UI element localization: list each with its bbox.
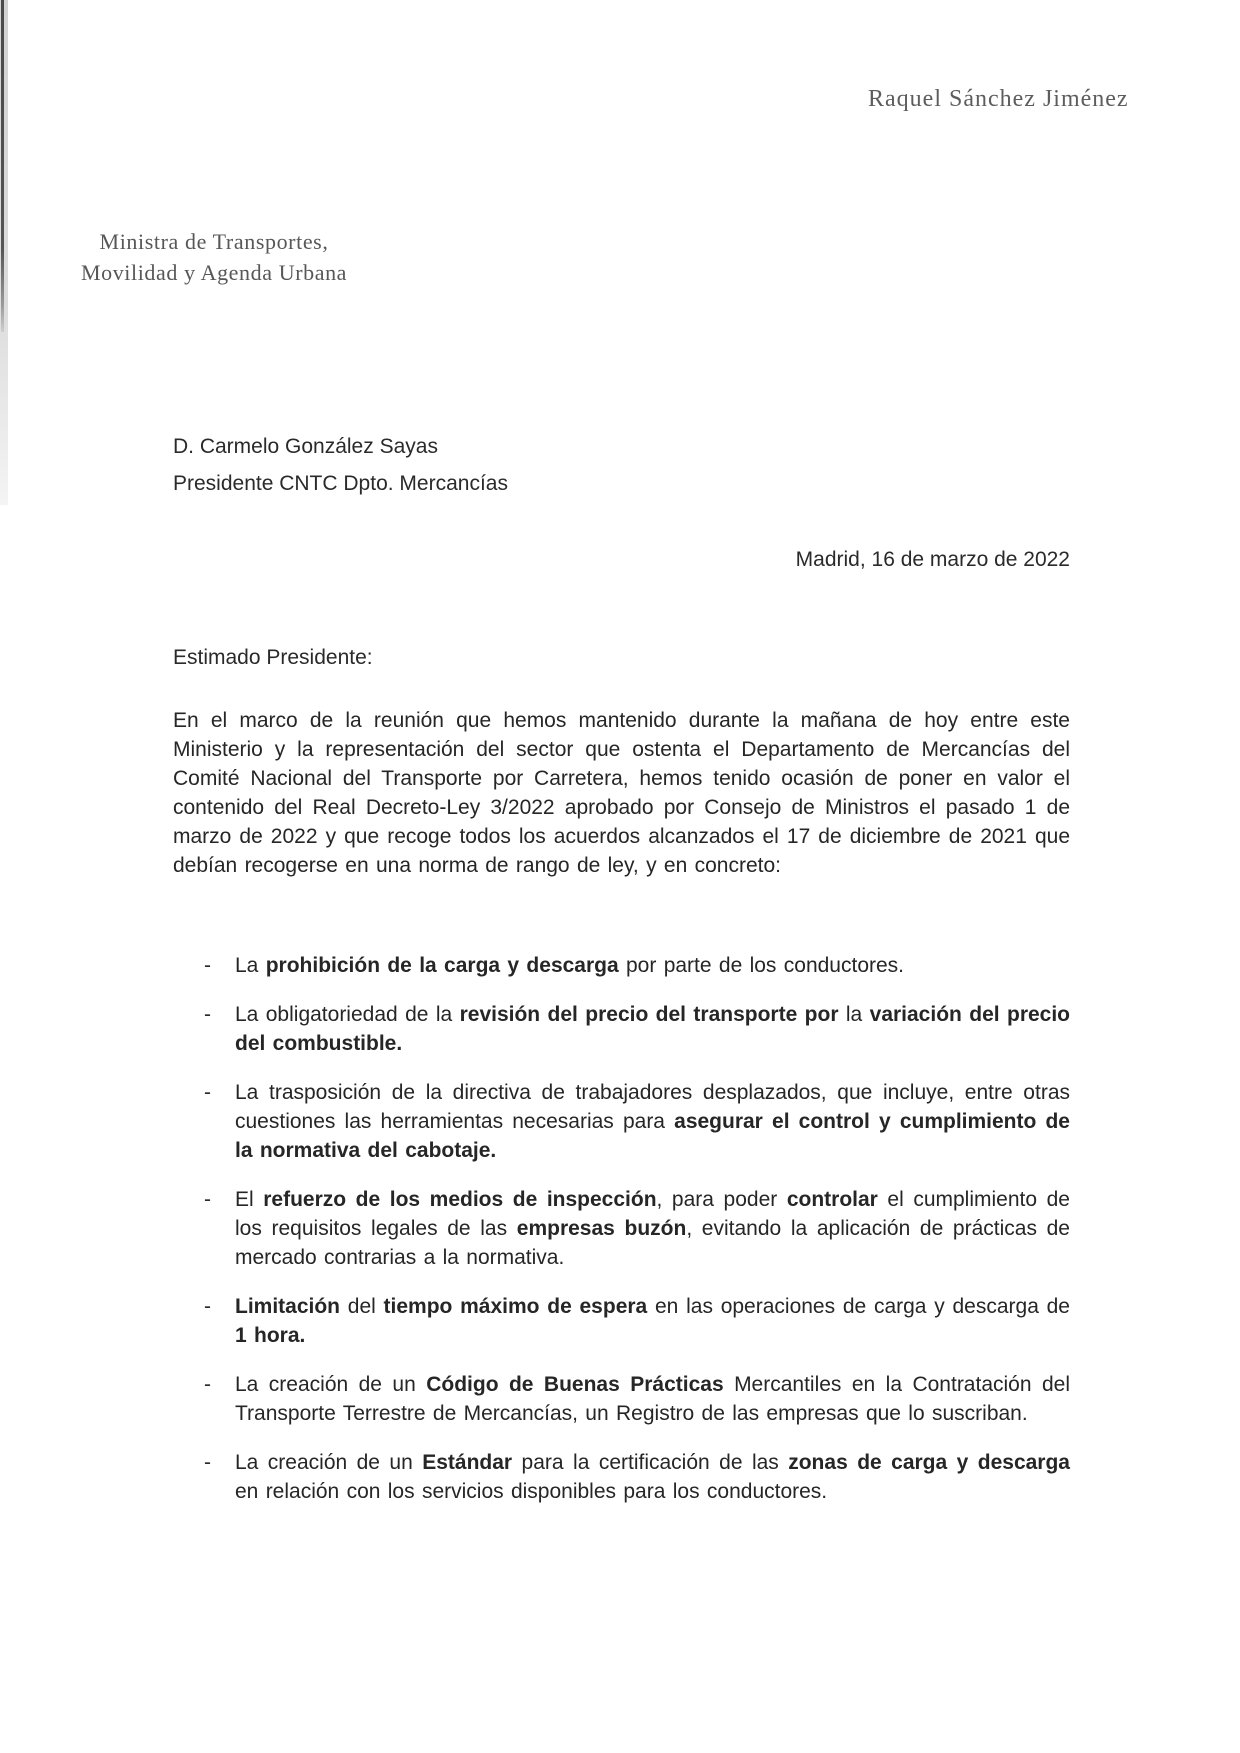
letterhead-signatory-name: Raquel Sánchez Jiménez — [868, 86, 1129, 112]
bullet-item-3 — [173, 1078, 1070, 1165]
scan-edge-line — [1, 0, 4, 332]
letterhead-office — [58, 226, 370, 288]
bullet-item-1 — [173, 951, 1070, 980]
bullet-text-5: Limitación del tiempo máximo de espera en las operaciones de carga y descarga de 1 hora. — [235, 1295, 1070, 1347]
bullet-dash: - — [204, 1081, 211, 1104]
bullet-text-6: La creación de un Código de Buenas Prácticas Mercantiles en la Contratación del Transporte Terrestre de Mercancías, un Registro de las empresas que lo suscriban. — [235, 1373, 1070, 1425]
bullet-dash: - — [204, 1295, 211, 1318]
bullet-dash: - — [204, 1451, 211, 1474]
recipient-block — [173, 428, 508, 502]
bullet-dash: - — [204, 1373, 211, 1396]
bullet-list — [173, 951, 1070, 1526]
bullet-text-2: La obligatoriedad de la revisión del precio del transporte por la variación del precio del combustible. — [235, 1003, 1071, 1055]
bullet-dash: - — [204, 1188, 211, 1211]
bullet-text-7: La creación de un Estándar para la certificación de las zonas de carga y descarga en relación con los servicios disponibles para los conductores. — [235, 1451, 1070, 1503]
bullet-text-3: La trasposición de la directiva de trabajadores desplazados, que incluye, entre otras cuestiones las herramientas necesarias para asegurar el control y cumplimiento de la normativa del cabotaje. — [235, 1081, 1070, 1162]
bullet-item-5 — [173, 1292, 1070, 1350]
bullet-item-2 — [173, 1000, 1070, 1058]
recipient-title: Presidente CNTC Dpto. Mercancías — [173, 472, 508, 495]
letterhead-office-line2: Movilidad y Agenda Urbana — [80, 260, 348, 285]
bullet-item-6 — [173, 1370, 1070, 1428]
bullet-text-1: La prohibición de la carga y descarga por parte de los conductores. — [235, 954, 905, 977]
dateline: Madrid, 16 de marzo de 2022 — [795, 548, 1070, 571]
recipient-name: D. Carmelo González Sayas — [173, 435, 438, 458]
scan-edge-artifact — [0, 0, 8, 505]
bullet-dash: - — [204, 954, 211, 977]
bullet-item-4 — [173, 1185, 1070, 1272]
bullet-dash: - — [204, 1003, 211, 1026]
salutation: Estimado Presidente: — [173, 646, 373, 669]
intro-paragraph: En el marco de la reunión que hemos mantenido durante la mañana de hoy entre este Ministerio y la representación del sector que ostenta el Departamento de Mercancías del Comité Nacional del Transporte por Carretera, hemos tenido ocasión de poner en valor el contenido del Real Decreto-Ley 3/2022 aprobado por Consejo de Ministros el pasado 1 de marzo de 2022 y que recoge todos los acuerdos alcanzados el 17 de diciembre de 2021 que debían recogerse en una norma de rango de ley, y en concreto: — [173, 709, 1070, 877]
letterhead-office-line1: Ministra de Transportes, — [99, 229, 329, 254]
bullet-text-4: El refuerzo de los medios de inspección, para poder controlar el cumplimiento de los requisitos legales de las empresas buzón, evitando la aplicación de prácticas de mercado contrarias a la normativa. — [235, 1188, 1070, 1269]
bullet-item-7 — [173, 1448, 1070, 1506]
